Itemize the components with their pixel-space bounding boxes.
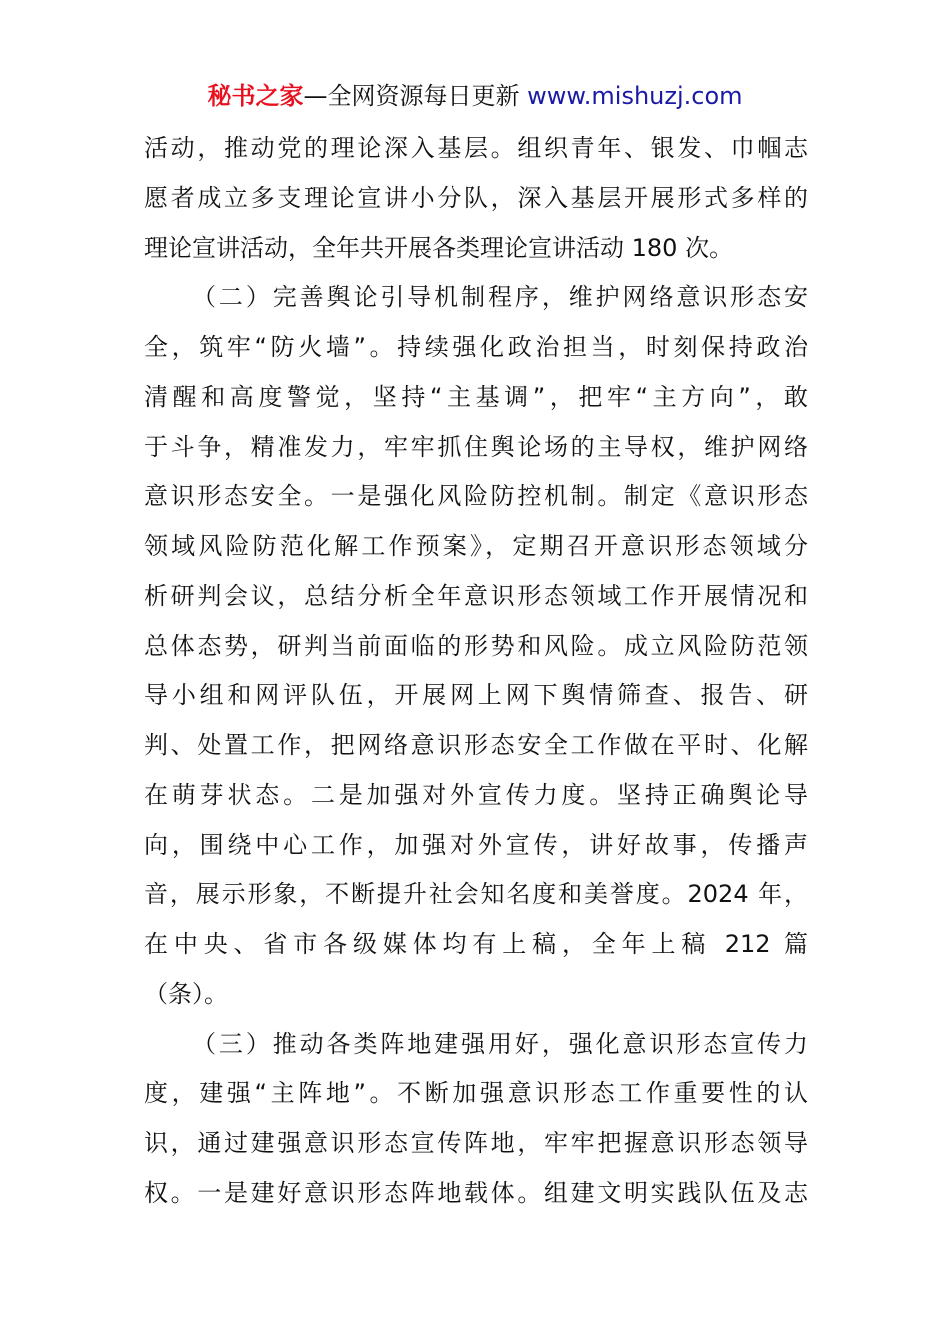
text-line: 于斗争，精准发力，牢牢抓住舆论场的主导权，维护网络: [144, 432, 808, 461]
text-line: 清醒和高度警觉，坚持“主基调”，把牢“主方向”，敢: [144, 382, 808, 411]
text-line: 全，筑牢“防火墙”。持续强化政治担当，时刻保持政治: [144, 333, 808, 361]
text-line: 活动，推动党的理论深入基层。组织青年、银发、巾帼志: [144, 134, 808, 162]
text-line: 识，通过建强意识形态宣传阵地，牢牢把握意识形态领导: [144, 1129, 808, 1157]
site-tagline: —全网资源每日更新: [303, 82, 520, 110]
text-line: 导小组和网评队伍，开展网上网下舆情筛查、报告、研: [144, 681, 808, 710]
text-line: 在萌芽状态。二是加强对外宣传力度。坚持正确舆论导: [144, 780, 808, 809]
document-body: [144, 124, 808, 1219]
site-brand: 秘书之家: [207, 82, 304, 110]
text-line: （条）。: [144, 979, 228, 1008]
text-line: 音，展示形象，不断提升社会知名度和美誉度。2024 年，: [144, 880, 808, 909]
text-line: 意识形态安全。一是强化风险防控机制。制定《意识形态: [144, 482, 808, 511]
text-line: 总体态势，研判当前面临的形势和风险。成立风险防范领: [144, 631, 808, 660]
text-line: 向，围绕中心工作，加强对外宣传，讲好故事，传播声: [144, 830, 808, 859]
text-line: 在中央、省市各级媒体均有上稿，全年上稿 212 篇: [144, 930, 808, 958]
text-line: 愿者成立多支理论宣讲小分队，深入基层开展形式多样的: [144, 183, 808, 212]
site-header: [0, 78, 950, 114]
text-line: 理论宣讲活动，全年共开展各类理论宣讲活动 180 次。: [144, 233, 734, 262]
text-line: （二）完善舆论引导机制程序，维护网络意识形态安: [192, 283, 808, 312]
text-line: 度，建强“主阵地”。不断加强意识形态工作重要性的认: [144, 1079, 808, 1108]
text-line: 权。一是建好意识形态阵地载体。组建文明实践队伍及志: [144, 1178, 808, 1207]
text-line: 领域风险防范化解工作预案》，定期召开意识形态领域分: [144, 532, 808, 560]
text-line: （三）推动各类阵地建强用好，强化意识形态宣传力: [192, 1029, 808, 1058]
text-line: 判、处置工作，把网络意识形态安全工作做在平时、化解: [144, 731, 808, 759]
site-url-link[interactable]: www.mishuzj.com: [527, 82, 743, 110]
text-line: 析研判会议，总结分析全年意识形态领域工作开展情况和: [144, 581, 808, 610]
